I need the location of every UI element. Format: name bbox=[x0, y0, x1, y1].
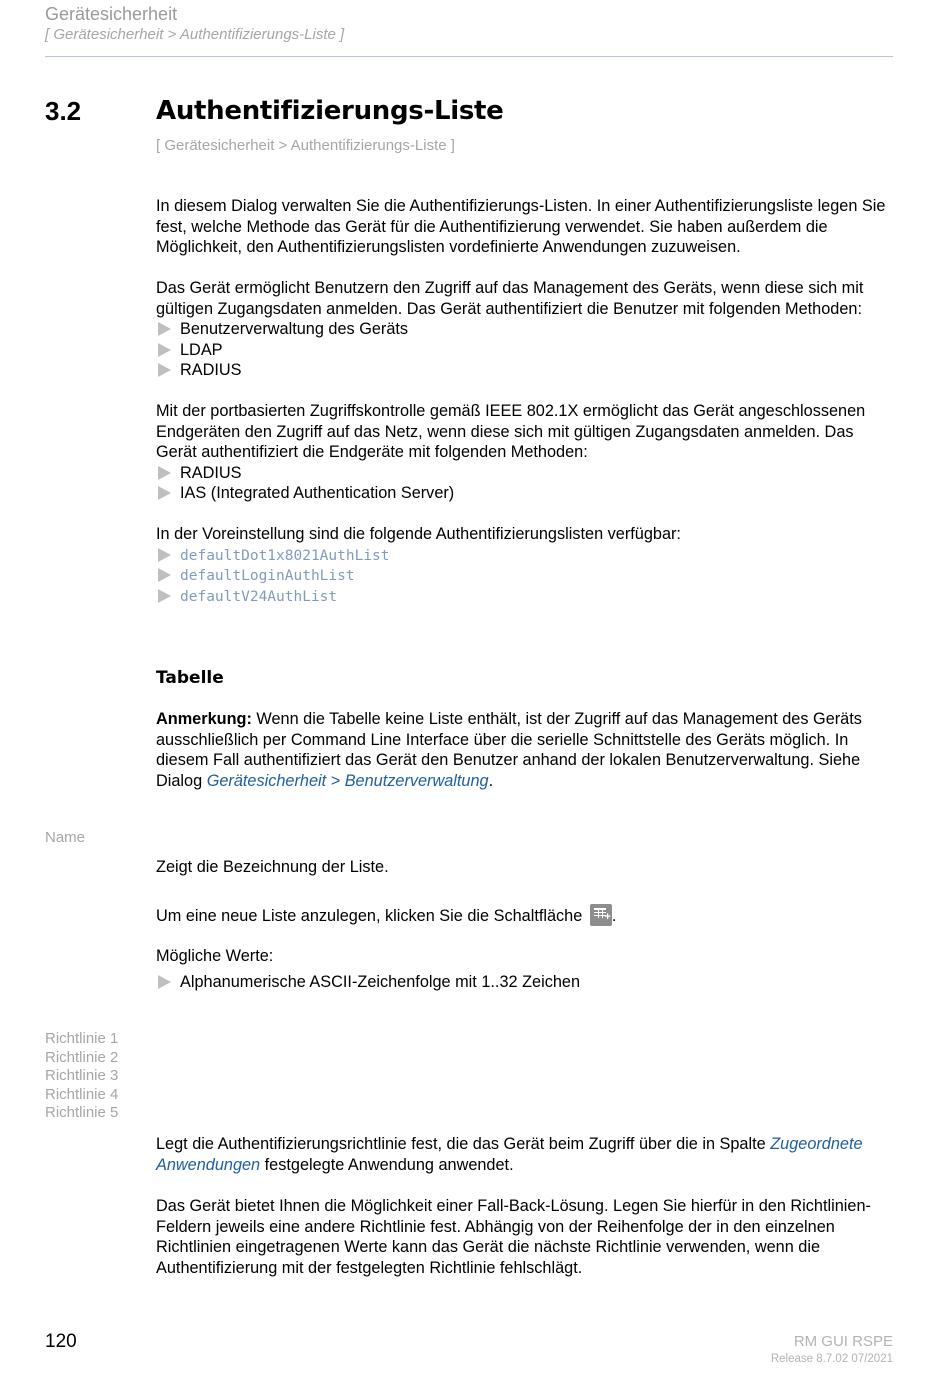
field-labels-policies bbox=[45, 1030, 118, 1123]
section-number: 3.2 bbox=[45, 96, 82, 126]
user-management-link[interactable]: Gerätesicherheit > Benutzerverwaltung bbox=[206, 771, 489, 790]
policy-label: Richtlinie 2 bbox=[45, 1048, 119, 1066]
list-item: Alphanumerische ASCII-Zeichenfolge mit 1..32 Zeichen bbox=[156, 972, 896, 993]
endpoint-methods-list bbox=[156, 463, 896, 504]
assigned-applications-link[interactable]: Zugeordnete Anwendungen bbox=[156, 1135, 863, 1174]
list-item bbox=[156, 545, 896, 566]
note-label: Anmerkung: bbox=[156, 710, 252, 728]
intro-text-4: In der Voreinstellung sind die folgende Authentifizierungslisten verfügbar: bbox=[156, 525, 681, 543]
policy-label: Richtlinie 5 bbox=[45, 1104, 119, 1122]
possible-values-label: Mögliche Werte: bbox=[156, 947, 274, 965]
intro-paragraph-3 bbox=[156, 401, 896, 504]
policy-fallback-paragraph bbox=[156, 1196, 896, 1278]
list-item: Benutzerverwaltung des Geräts bbox=[156, 319, 896, 340]
policy-label: Richtlinie 1 bbox=[45, 1030, 119, 1047]
section-title: Authentifizierungs-Liste bbox=[156, 96, 504, 126]
footer-release: Release 8.7.02 07/2021 bbox=[770, 1353, 893, 1365]
list-item bbox=[156, 586, 896, 607]
table-note bbox=[156, 709, 896, 791]
intro-paragraph-2 bbox=[156, 278, 896, 381]
list-item: RADIUS bbox=[156, 360, 896, 381]
add-instruction-end: . bbox=[611, 907, 617, 925]
policy-desc-end: festgelegte Anwendung anwendet. bbox=[260, 1155, 514, 1174]
default-list-name: defaultLoginAuthList bbox=[180, 568, 355, 585]
note-end: . bbox=[488, 771, 494, 790]
management-methods-list bbox=[156, 319, 896, 381]
name-add-instruction bbox=[156, 904, 896, 927]
section-path: [ Gerätesicherheit > Authentifizierungs-Liste ] bbox=[156, 137, 455, 154]
fallback-text: Das Gerät bietet Ihnen die Möglichkeit einer Fall-Back-Lösung. Legen Sie hierfür in den Richtlinien-Feldern jeweils eine andere Richtlinie fest. Abhängig von der Reihenfolge der in den einzelnen Richtlinien eingetragenen Werte kann das Gerät die nächste Richtlinie verwenden, wenn die Authentifizierung mit der festgelegten Richtlinie fehlschlägt. bbox=[156, 1197, 871, 1277]
default-list-name: defaultDot1x8021AuthList bbox=[180, 547, 390, 564]
list-item: RADIUS bbox=[156, 463, 896, 484]
add-instruction-text: Um eine neue Liste anzulegen, klicken Sie die Schaltfläche bbox=[156, 907, 587, 925]
possible-values-list bbox=[156, 972, 896, 993]
intro-text-3: Mit der portbasierten Zugriffskontrolle gemäß IEEE 802.1X ermöglicht das Gerät angeschlossenen Endgeräten den Zugriff auf das Netz, wenn diese sich mit gültigen Zugangsdaten anmelden. Das Gerät authentifiziert die Endgeräte mit folgenden Methoden: bbox=[156, 402, 866, 462]
policy-label: Richtlinie 4 bbox=[45, 1085, 119, 1103]
intro-text-2: Das Gerät ermöglicht Benutzern den Zugriff auf das Management des Geräts, wenn diese sich mit gültigen Zugangsdaten anmelden. Das Gerät authentifiziert die Benutzer mit folgenden Methoden: bbox=[156, 279, 864, 318]
intro-text-1: In diesem Dialog verwalten Sie die Authentifizierungs-Listen. In einer Authentifizierungsliste legen Sie fest, welche Methode das Gerät für die Authentifizierung verwendet. Sie haben außerdem die Möglichkeit, den Authentifizierungslisten vordefinierte Anwendungen zuzuweisen. bbox=[156, 197, 886, 257]
running-header-title: Gerätesicherheit bbox=[45, 4, 178, 24]
header-divider bbox=[45, 56, 893, 57]
running-header-breadcrumb: [ Gerätesicherheit > Authentifizierungs-Liste ] bbox=[45, 26, 345, 43]
policy-desc-start: Legt die Authentifizierungsrichtlinie fest, die das Gerät beim Zugriff über die in Spalte bbox=[156, 1135, 771, 1153]
add-table-row-icon bbox=[590, 904, 612, 926]
name-desc-text: Zeigt die Bezeichnung der Liste. bbox=[156, 858, 389, 876]
list-item: LDAP bbox=[156, 340, 896, 361]
field-label-name: Name bbox=[45, 829, 86, 846]
name-possible-values bbox=[156, 946, 896, 992]
list-item bbox=[156, 565, 896, 586]
default-lists bbox=[156, 545, 896, 607]
policy-label: Richtlinie 3 bbox=[45, 1067, 119, 1085]
name-description bbox=[156, 857, 896, 878]
intro-paragraph-1 bbox=[156, 196, 896, 258]
footer-document: RM GUI RSPE bbox=[793, 1333, 893, 1350]
intro-paragraph-4 bbox=[156, 524, 896, 606]
note-text: Wenn die Tabelle keine Liste enthält, ist der Zugriff auf das Management des Geräts ausschließlich per Command Line Interface über die serielle Schnittstelle des Geräts möglich. In diesem Fall authentifiziert das Gerät den Benutzer anhand der lokalen Benutzerverwaltung. Siehe Dialog bbox=[156, 710, 862, 790]
list-item: IAS (Integrated Authentication Server) bbox=[156, 483, 896, 504]
table-heading: Tabelle bbox=[156, 668, 224, 688]
page-number: 120 bbox=[45, 1331, 77, 1352]
policy-description bbox=[156, 1134, 896, 1175]
default-list-name: defaultV24AuthList bbox=[180, 588, 338, 605]
